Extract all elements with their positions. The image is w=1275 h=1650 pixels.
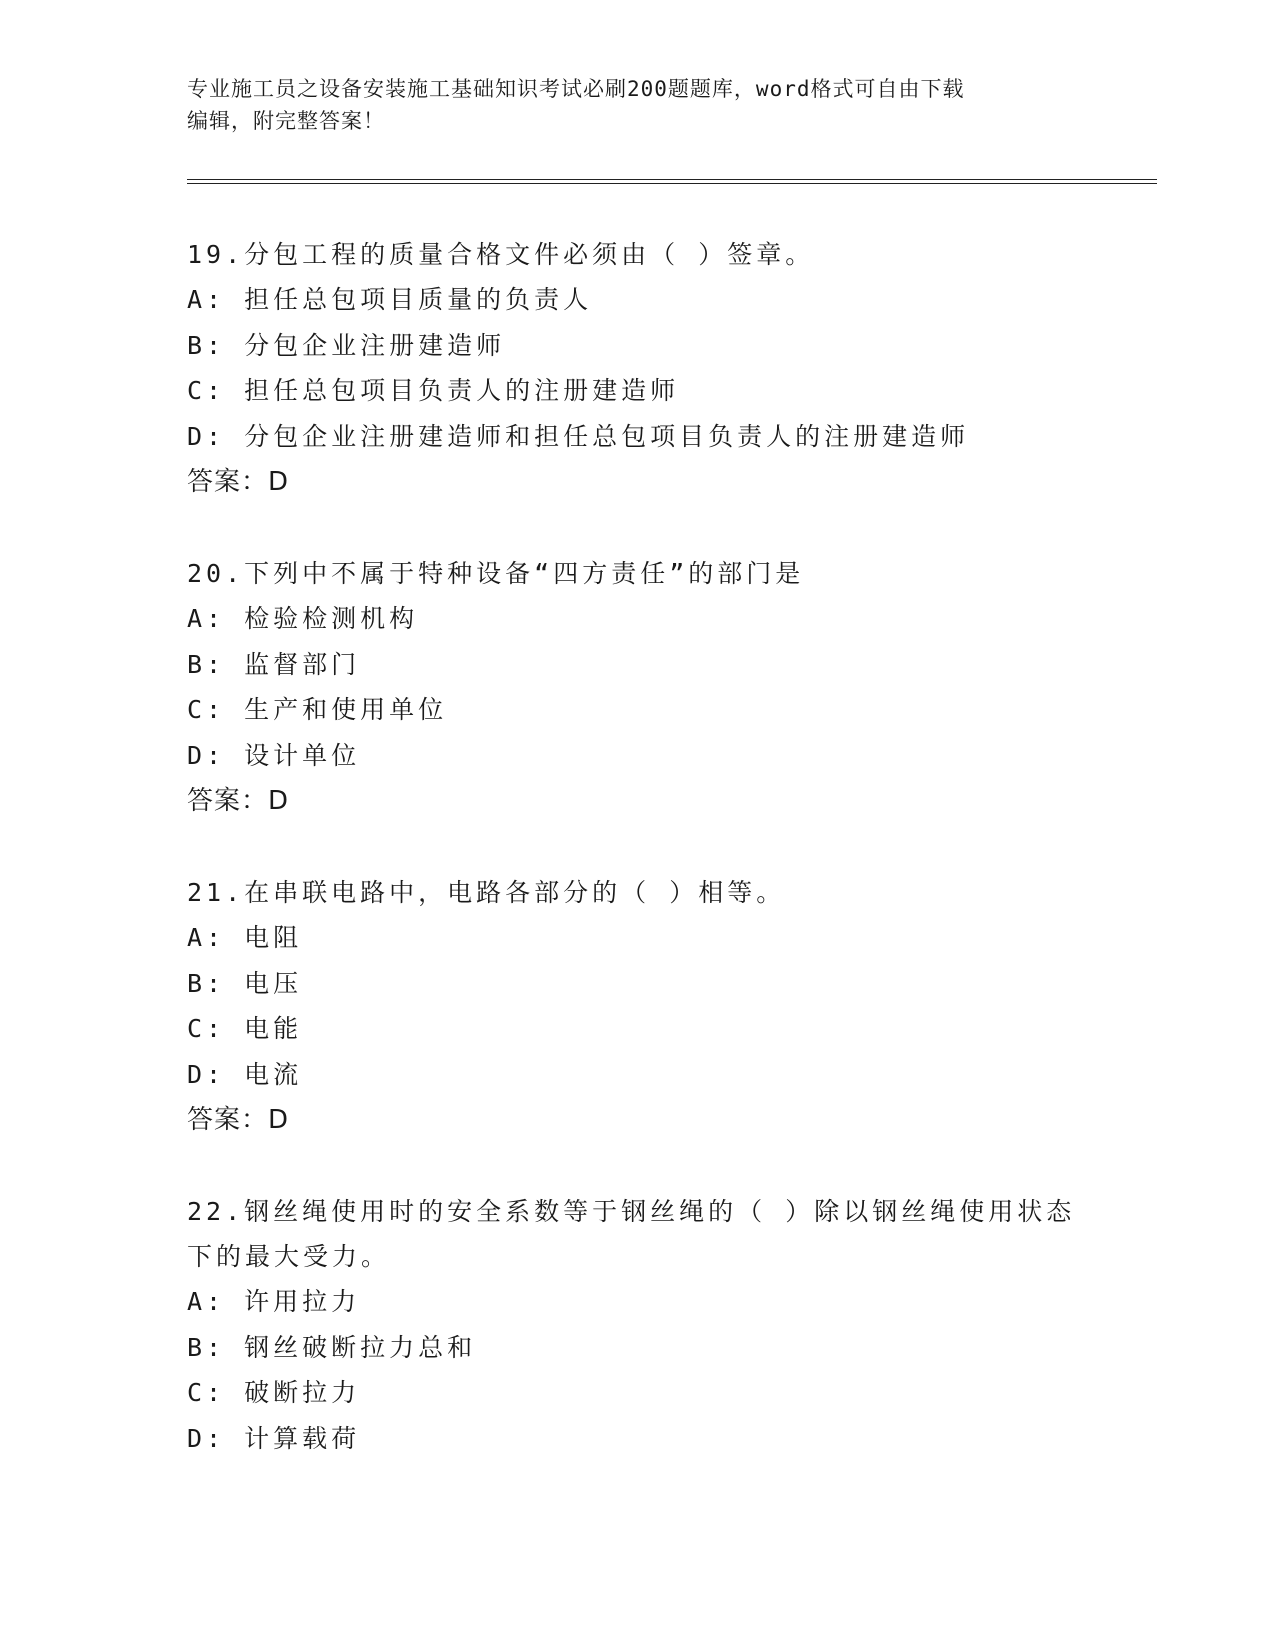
answer-line: 答案：D [187, 467, 290, 497]
question-stem: 20.下列中不属于特种设备“四方责任”的部门是 [187, 559, 805, 588]
answer-line: 答案：D [187, 1105, 290, 1135]
question-21 [187, 870, 1087, 1143]
option-d: D: 计算载荷 [187, 1423, 361, 1453]
option-a: A: 许用拉力 [187, 1287, 361, 1316]
page-header [187, 73, 1087, 137]
option-b: B: 钢丝破断拉力总和 [187, 1332, 477, 1362]
option-c: C: 担任总包项目负责人的注册建造师 [187, 376, 680, 405]
question-stem: 22.钢丝绳使用时的安全系数等于钢丝绳的（ ）除以钢丝绳使用状态下的最大受力。 [187, 1197, 1076, 1271]
question-stem: 21.在串联电路中，电路各部分的（ ）相等。 [187, 878, 786, 907]
option-b: B: 电压 [187, 968, 303, 998]
option-c: C: 生产和使用单位 [187, 695, 448, 724]
question-22 [187, 1189, 1087, 1461]
option-a: A: 电阻 [187, 923, 303, 952]
option-d: D: 设计单位 [187, 740, 361, 770]
question-20 [187, 551, 1087, 824]
option-c: C: 破断拉力 [187, 1378, 361, 1407]
option-d: D: 电流 [187, 1059, 303, 1089]
document-title-line-2: 编辑，附完整答案！ [187, 109, 385, 133]
header-divider [187, 179, 1157, 184]
question-19 [187, 232, 1087, 505]
option-b: B: 监督部门 [187, 649, 361, 679]
question-stem: 19.分包工程的质量合格文件必须由（ ）签章。 [187, 240, 815, 269]
option-a: A: 担任总包项目质量的负责人 [187, 285, 593, 314]
answer-line: 答案：D [187, 786, 290, 816]
question-list [187, 232, 1087, 1507]
option-a: A: 检验检测机构 [187, 604, 419, 633]
option-c: C: 电能 [187, 1014, 303, 1043]
option-b: B: 分包企业注册建造师 [187, 330, 506, 360]
option-d: D: 分包企业注册建造师和担任总包项目负责人的注册建造师 [187, 421, 970, 451]
document-title-line-1: 专业施工员之设备安装施工基础知识考试必刷200题题库，word格式可自由下载 [187, 77, 965, 101]
